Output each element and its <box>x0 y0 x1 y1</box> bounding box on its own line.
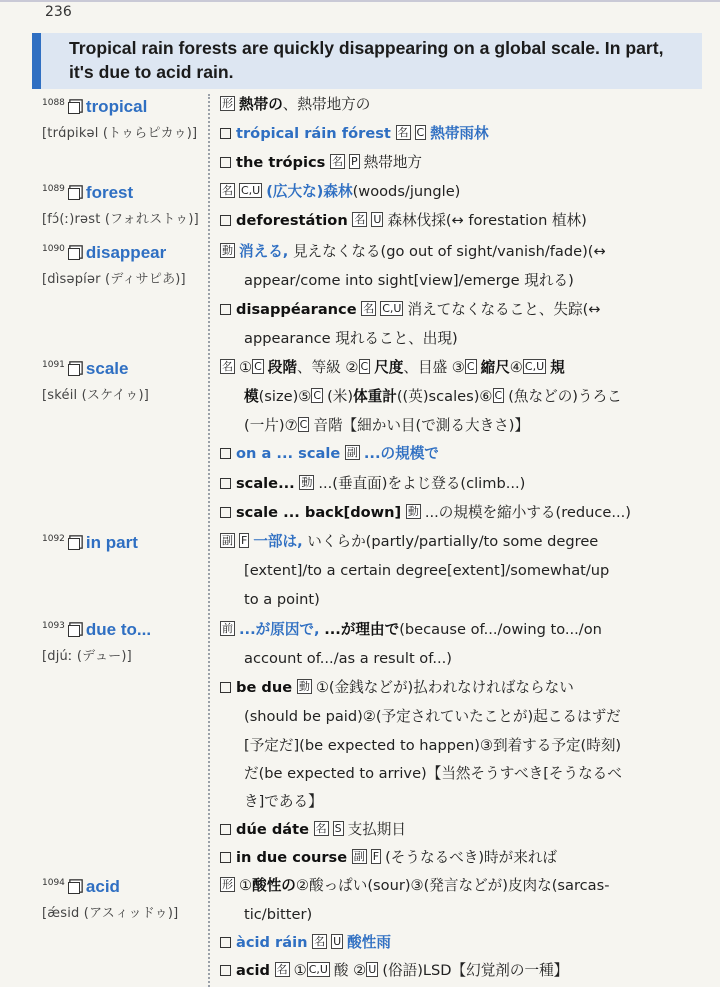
phrase: 模 <box>244 388 259 405</box>
phrase: dúe dáte <box>236 821 309 838</box>
definition-text: 森林伐採(↔ forestation 植林) <box>387 212 587 229</box>
definition-text: (魚などの)うろこ <box>508 388 622 405</box>
checkbox-icon <box>220 824 231 835</box>
checkbox-icon <box>68 188 80 200</box>
phrase: 段階 <box>267 359 297 376</box>
headword-in-part <box>42 530 138 554</box>
keyword: 熱帯雨林 <box>430 125 489 142</box>
phrase: be due <box>236 679 293 696</box>
definition-text: (because of.../owing to.../on <box>399 621 602 638</box>
pos-tag: 名 <box>222 184 233 197</box>
headword-tropical <box>42 94 197 141</box>
pos-tag: 名 <box>222 360 233 373</box>
definition-text: 、熱帯地方の <box>282 96 371 113</box>
pos-tag: C <box>360 360 369 373</box>
pos-tag: C <box>254 360 262 373</box>
phrase: 尺度 <box>374 359 404 376</box>
definition-text: 消えてなくなること、失踪(↔ <box>407 301 601 318</box>
headword-line <box>42 530 138 554</box>
checkbox-icon <box>220 478 231 489</box>
phrase: the trópics <box>236 154 326 171</box>
definition-text: ...の規模を縮小する(reduce...) <box>424 504 632 521</box>
checkbox-icon <box>68 538 80 550</box>
pos-tag: C <box>466 360 475 373</box>
headword-text: disappear <box>85 243 167 262</box>
phrase: 酸性の <box>252 877 296 894</box>
entry-number: 1094 <box>42 878 65 888</box>
pos-tag: C,U <box>524 360 545 373</box>
checkbox-icon <box>220 965 231 976</box>
pos-tag: 動 <box>301 476 313 489</box>
checkbox-icon <box>220 304 231 315</box>
checkbox-icon <box>220 448 231 459</box>
definition-line <box>244 558 714 584</box>
definition-line <box>220 121 690 147</box>
keyword: trópical ráin fórest <box>236 125 391 142</box>
headword-text: tropical <box>85 97 148 116</box>
definition-text: (俗語)LSD【幻覚剤の一種】 <box>382 962 569 979</box>
headword-text: forest <box>85 183 134 202</box>
definition-line <box>220 617 690 643</box>
headword-line <box>42 356 149 380</box>
entry-number: 1088 <box>42 98 65 108</box>
checkbox-icon <box>68 364 80 376</box>
checkbox-icon <box>68 102 80 114</box>
phrase: deforestátion <box>236 212 348 229</box>
pos-tag: C <box>313 389 322 402</box>
keyword: àcid ráin <box>236 934 308 951</box>
headword-line <box>42 617 151 641</box>
definition-line <box>244 587 714 613</box>
headword-due-to <box>42 617 151 664</box>
definition-text: ① <box>239 359 253 376</box>
headword-line <box>42 240 186 264</box>
pos-tag: 名 <box>276 963 288 976</box>
checkbox-icon <box>68 882 80 894</box>
headword-line <box>42 94 197 118</box>
definition-line <box>244 646 714 672</box>
pos-tag: 形 <box>222 97 233 110</box>
pos-tag: 名 <box>363 302 375 315</box>
pronunciation: [trɑ́pikəl (トゥらピカゥ)] <box>42 126 198 141</box>
checkbox-icon <box>220 937 231 948</box>
definition-text: appear/come into sight[view]/emerge 現れる) <box>244 272 574 289</box>
entry-number: 1091 <box>42 360 65 370</box>
checkbox-icon <box>68 248 80 260</box>
pos-tag: P <box>350 155 358 168</box>
definition-line <box>244 413 714 439</box>
pronunciation: [fɔ́(ː)rəst (フォれストゥ)] <box>42 212 199 227</box>
headword-acid <box>42 874 178 921</box>
definition-text: (米) <box>327 388 354 405</box>
definition-line <box>220 845 690 871</box>
definition-line <box>220 500 690 526</box>
pronunciation: [ǽsid (アスィッドゥ)] <box>42 906 179 921</box>
definition-line <box>220 150 690 176</box>
definition-line <box>244 268 714 294</box>
pos-tag: 形 <box>222 878 233 891</box>
definition-line <box>220 208 690 234</box>
phrase: 規 <box>550 359 565 376</box>
keyword: 森林 <box>323 183 353 200</box>
definition-text: 熱帯地方 <box>363 154 423 171</box>
definition-text: account of.../as a result of...) <box>244 650 452 667</box>
headword-line <box>42 874 178 898</box>
checkbox-icon <box>220 128 231 139</box>
definition-text: ① <box>293 962 307 979</box>
definition-text: ① <box>239 877 253 894</box>
pos-tag: 副 <box>222 534 233 547</box>
definition-line <box>220 297 690 323</box>
definition-line <box>220 958 690 984</box>
pos-tag: U <box>368 963 377 976</box>
definition-text: 、等級 ② <box>296 359 359 376</box>
definition-text: ①(金銭などが)払われなければならない <box>315 679 574 696</box>
headword-scale <box>42 356 149 403</box>
definition-line <box>220 873 690 899</box>
pos-tag: F <box>241 534 248 547</box>
checkbox-icon <box>220 215 231 226</box>
checkbox-icon <box>220 507 231 518</box>
page-number: 236 <box>45 4 72 20</box>
definition-line <box>220 930 690 956</box>
definition-line <box>220 355 690 381</box>
definition-text: ②酸っぱい(sour)③(発言などが)皮肉な(sarcas- <box>295 877 610 894</box>
definition-text: 酸 ② <box>333 962 367 979</box>
keyword: ...の規模で <box>363 445 439 462</box>
pronunciation: [dìsəpíər (ディサピあ)] <box>42 272 186 287</box>
headword-text: due to... <box>85 620 152 639</box>
pos-tag: 副 <box>353 850 365 863</box>
definition-line <box>244 704 714 730</box>
pos-tag: F <box>372 850 380 863</box>
pos-tag: 名 <box>314 935 326 948</box>
definition-text: ...(垂直面)をよじ登る(climb...) <box>318 475 526 492</box>
headword-text: scale <box>85 359 129 378</box>
phrase: scale ... back[down] <box>236 504 402 521</box>
definition-text: (size)⑤ <box>258 388 312 405</box>
phrase: scale... <box>236 475 295 492</box>
keyword: 酸性雨 <box>347 934 391 951</box>
pos-tag: 前 <box>222 622 233 635</box>
pos-tag: 動 <box>222 244 233 257</box>
entry-number: 1089 <box>42 184 65 194</box>
definition-line <box>220 239 690 265</box>
headword-forest <box>42 180 199 227</box>
checkbox-icon <box>68 625 80 637</box>
keyword: ...が原因で, <box>239 621 320 638</box>
pos-tag: U <box>373 213 382 226</box>
definition-line <box>220 675 690 701</box>
headword-text: in part <box>85 533 138 552</box>
pos-tag: S <box>334 822 342 835</box>
definition-text: 支払期日 <box>347 821 406 838</box>
definition-text: 見えなくなる(go out of sight/vanish/fade)(↔ <box>288 243 606 260</box>
definition-line <box>244 789 714 815</box>
keyword: 消える, <box>239 243 289 260</box>
pos-tag: C <box>299 418 308 431</box>
definition-line <box>220 92 690 118</box>
pos-tag: C,U <box>382 302 402 315</box>
headword-text: acid <box>85 877 120 896</box>
pronunciation: [skéil (スケイゥ)] <box>42 388 150 403</box>
phrase: 縮尺 <box>480 359 510 376</box>
definition-text: to a point) <box>244 591 320 608</box>
entry-number: 1092 <box>42 534 65 544</box>
definition-text: (woods/jungle) <box>352 183 461 200</box>
pos-tag: 動 <box>407 505 419 518</box>
entry-number: 1090 <box>42 244 65 254</box>
phrase: acid <box>236 962 270 979</box>
keyword: 一部は, <box>253 533 303 550</box>
pos-tag: 名 <box>397 126 409 139</box>
definition-text: (should be paid)②(予定されていたことが)起こるはずだ <box>244 708 621 725</box>
column-divider <box>208 94 210 987</box>
pos-tag: 動 <box>298 680 310 693</box>
headword-line <box>42 180 199 204</box>
pos-tag: C,U <box>241 184 261 197</box>
definition-text: appearance 現れること、出現) <box>244 330 458 347</box>
definition-text: [extent]/to a certain degree[extent]/somewhat/up <box>244 562 610 579</box>
definition-line <box>244 326 714 352</box>
checkbox-icon <box>220 852 231 863</box>
checkbox-icon <box>220 682 231 693</box>
pos-tag: 副 <box>346 446 358 459</box>
phrase: disappéarance <box>236 301 357 318</box>
definition-text: 、目盛 ③ <box>403 359 465 376</box>
pos-tag: C <box>416 126 425 139</box>
pos-tag: C <box>494 389 503 402</box>
definition-text: ((英)scales)⑥ <box>396 388 493 405</box>
pos-tag: 名 <box>315 822 327 835</box>
definition-line <box>220 529 690 555</box>
definition-text: tic/bitter) <box>244 906 313 923</box>
phrase: 体重計 <box>353 388 397 405</box>
keyword: on a ... scale <box>236 445 341 462</box>
example-sentence-banner <box>32 33 702 89</box>
definition-line <box>220 441 690 467</box>
definition-line <box>244 761 714 787</box>
pronunciation: [djúː (デュー)] <box>42 649 132 664</box>
definition-text: だ(be expected to arrive)【当然そうすべき[そうなるべ <box>244 765 622 782</box>
top-border <box>0 0 720 2</box>
definition-text: [予定だ](be expected to happen)③到着する予定(時刻) <box>244 737 622 754</box>
definition-text: (そうなるべき)時が来れば <box>385 849 558 866</box>
pos-tag: C,U <box>308 963 328 976</box>
definition-text: (一片)⑦ <box>244 417 298 434</box>
definition-text: 音階【細かい目(で測る大きさ)】 <box>313 417 530 434</box>
keyword: (広大な) <box>266 183 324 200</box>
entry-number: 1093 <box>42 621 65 631</box>
definition-line <box>244 384 714 410</box>
definition-text: いくらか(partly/partially/to some degree <box>302 533 599 550</box>
definition-text: ④ <box>509 359 523 376</box>
checkbox-icon <box>220 157 231 168</box>
example-sentence: Tropical rain forests are quickly disappearing on a global scale. In part, it's due to acid rain. <box>69 38 664 82</box>
definition-line <box>220 817 690 843</box>
pos-tag: 名 <box>354 213 366 226</box>
pos-tag: U <box>333 935 342 948</box>
definition-line <box>244 733 714 759</box>
phrase: 熱帯の <box>239 96 283 113</box>
phrase: in due course <box>236 849 348 866</box>
definition-line <box>220 179 690 205</box>
definition-line <box>244 902 714 928</box>
pos-tag: 名 <box>331 155 343 168</box>
definition-line <box>220 471 690 497</box>
phrase: ...が理由で <box>324 621 400 638</box>
definition-text: き]である】 <box>244 793 323 810</box>
headword-disappear <box>42 240 186 287</box>
